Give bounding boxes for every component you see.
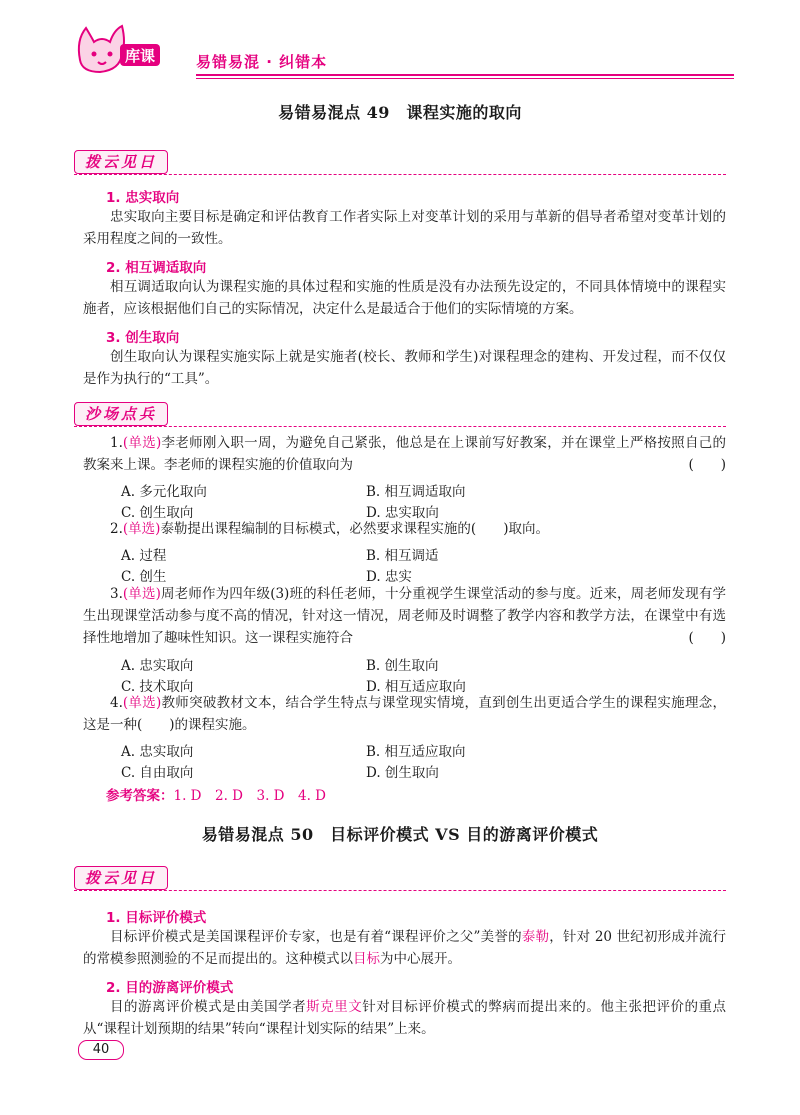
question-3: 3.(单选)周老师作为四年级(3)班的科任老师，十分重视学生课堂活动的参与度。近来，周老师发现有学生出现课堂活动参与度不高的情况，针对这一情况，周老师及时调整了教学内容和教学方法，在课堂中有选择性地增加了趣味性知识。这一课程实施符合 ( ) — [83, 583, 726, 649]
item-heading: 1. 目标评价模式 — [106, 910, 207, 926]
item-text: 忠实取向主要目标是确定和评估教育工作者实际上对变革计划的采用与革新的倡导者希望对变革计划的采用程度之间的一致性。 — [83, 209, 726, 247]
tag-underline — [74, 426, 726, 427]
answer-blank: ( ) — [688, 457, 726, 473]
tag-practice: 沙场点兵 — [74, 402, 168, 426]
svg-text:库课: 库课 — [124, 47, 156, 65]
tag-underline — [74, 174, 726, 175]
section-49-title: 易错易混点 49 课程实施的取向 — [278, 103, 522, 122]
tag-clarify: 拨云见日 — [74, 866, 168, 890]
option-c: C. 创生 — [121, 569, 167, 585]
header-divider — [196, 74, 734, 76]
header-title: 易错易混 · 纠错本 — [196, 53, 328, 71]
option-d: D. 忠实取向 — [366, 505, 439, 521]
tag-clarify: 拨云见日 — [74, 150, 168, 174]
question-4: 4.(单选)教师突破教材文本，结合学生特点与课堂现实情境，直到创生出更适合学生的课程实施理念，这是一种( )的课程实施。 — [83, 695, 726, 733]
option-d: D. 创生取向 — [366, 765, 439, 781]
section-50-title: 易错易混点 50 目标评价模式 VS 目的游离评价模式 — [201, 825, 599, 844]
option-c: C. 创生取向 — [121, 505, 194, 521]
option-a: A. 过程 — [121, 548, 167, 564]
brand-logo — [72, 20, 162, 76]
option-b: B. 创生取向 — [366, 658, 439, 674]
option-b: B. 相互适应取向 — [366, 744, 466, 760]
option-c: C. 技术取向 — [121, 679, 194, 695]
option-b: B. 相互调适取向 — [366, 484, 466, 500]
answer-key: 参考答案：1. D 2. D 3. D 4. D — [106, 788, 326, 804]
item-text: 目标评价模式是美国课程评价专家，也是有着“课程评价之父”美誉的泰勒，针对 20 世纪初形成并流行的常模参照测验的不足而提出的。这种模式以目标为中心展开。 — [83, 929, 726, 967]
option-d: D. 忠实 — [366, 569, 412, 585]
page-number: 40 — [78, 1040, 124, 1060]
highlight-term: 斯克里文 — [306, 999, 363, 1015]
option-a: A. 忠实取向 — [121, 658, 194, 674]
option-d: D. 相互适应取向 — [366, 679, 466, 695]
header-divider-thin — [196, 78, 734, 79]
option-a: A. 多元化取向 — [121, 484, 207, 500]
item-text: 创生取向认为课程实施实际上就是实施者(校长、教师和学生)对课程理念的建构、开发过程，而不仅仅是作为执行的“工具”。 — [83, 349, 726, 387]
page-header — [0, 0, 800, 84]
item-heading: 2. 相互调适取向 — [106, 260, 207, 276]
item-heading: 3. 创生取向 — [106, 330, 180, 346]
question-2: 2.(单选)泰勒提出课程编制的目标模式，必然要求课程实施的( )取向。 — [110, 521, 549, 537]
item-text: 目的游离评价模式是由美国学者斯克里文针对目标评价模式的弊病而提出来的。他主张把评价的重点从“课程计划预期的结果”转向“课程计划实际的结果”上来。 — [83, 999, 727, 1037]
question-1: 1.(单选)李老师刚入职一周，为避免自己紧张，他总是在上课前写好教案，并在课堂上严格按照自己的教案来上课。李老师的课程实施的价值取向为 ( ) — [83, 432, 726, 476]
tag-underline — [74, 890, 726, 891]
item-text: 相互调适取向认为课程实施的具体过程和实施的性质是没有办法预先设定的，不同具体情境中的课程实施者，应该根据他们自己的实际情况，决定什么是最适合于他们的实际情境的方案。 — [83, 279, 726, 317]
item-heading: 2. 目的游离评价模式 — [106, 980, 234, 996]
highlight-term: 目标 — [353, 951, 380, 967]
answer-blank: ( ) — [688, 630, 726, 646]
option-c: C. 自由取向 — [121, 765, 194, 781]
highlight-term: 泰勒 — [521, 929, 550, 945]
item-heading: 1. 忠实取向 — [106, 190, 180, 206]
option-a: A. 忠实取向 — [121, 744, 194, 760]
option-b: B. 相互调适 — [366, 548, 439, 564]
